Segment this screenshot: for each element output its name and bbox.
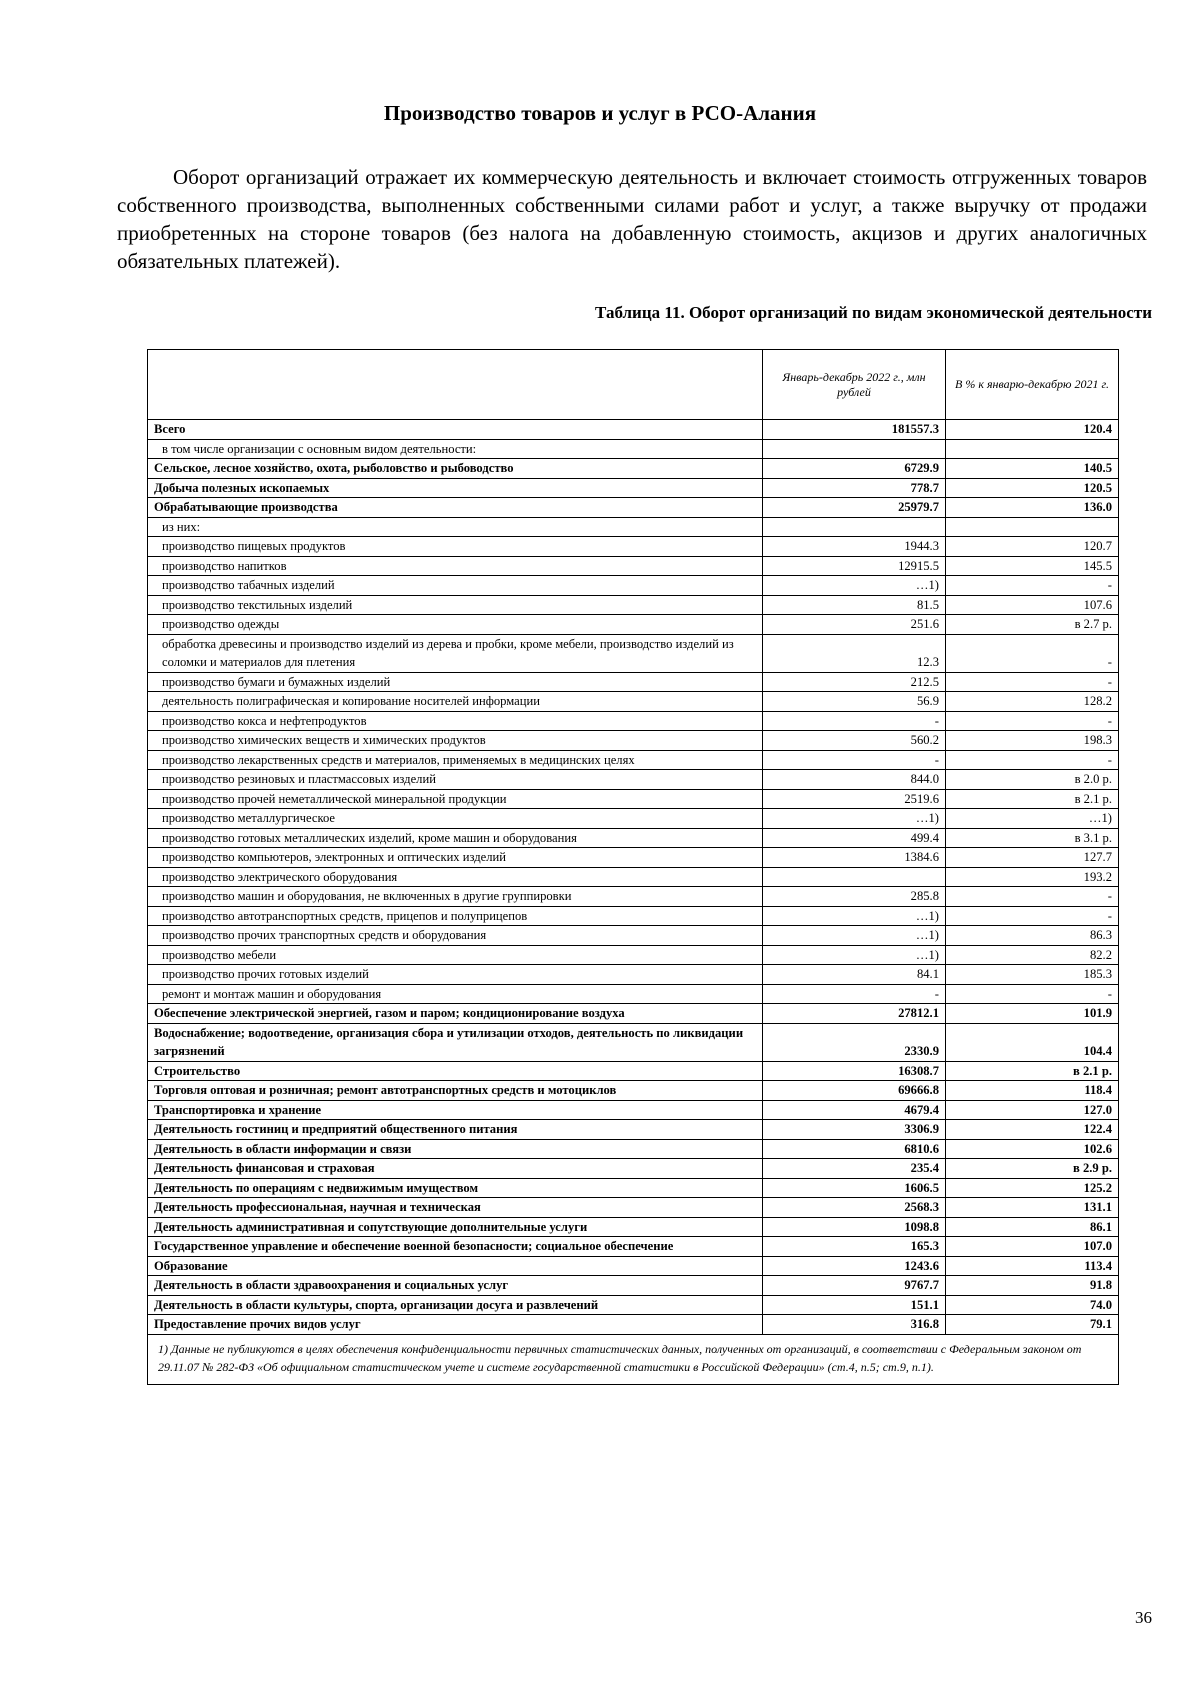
- row-value-2022: 165.3: [763, 1237, 946, 1257]
- table-row: [148, 478, 1119, 498]
- row-value-2022: 316.8: [763, 1315, 946, 1335]
- table-row: [148, 615, 1119, 635]
- row-value-percent: 131.1: [946, 1198, 1119, 1218]
- row-value-2022: 235.4: [763, 1159, 946, 1179]
- row-label: Предоставление прочих видов услуг: [148, 1315, 763, 1335]
- row-value-percent: 122.4: [946, 1120, 1119, 1140]
- table-header-row: [148, 350, 1119, 420]
- table-row: [148, 867, 1119, 887]
- table-row: [148, 498, 1119, 518]
- row-value-percent: 193.2: [946, 867, 1119, 887]
- table-row: [148, 1081, 1119, 1101]
- row-value-percent: 120.5: [946, 478, 1119, 498]
- row-label: производство электрического оборудования: [148, 867, 763, 887]
- row-label: Деятельность профессиональная, научная и техническая: [148, 1198, 763, 1218]
- table-row: [148, 984, 1119, 1004]
- row-label: Государственное управление и обеспечение военной безопасности; социальное обеспечение: [148, 1237, 763, 1257]
- row-value-percent: 136.0: [946, 498, 1119, 518]
- row-value-2022: -: [763, 750, 946, 770]
- row-label: из них:: [148, 517, 763, 537]
- row-value-percent: -: [946, 887, 1119, 907]
- row-value-percent: 120.4: [946, 420, 1119, 440]
- row-value-2022: 1384.6: [763, 848, 946, 868]
- table-row: [148, 1315, 1119, 1335]
- table-row: [148, 887, 1119, 907]
- row-value-2022: 251.6: [763, 615, 946, 635]
- row-value-2022: 1944.3: [763, 537, 946, 557]
- table-row: [148, 770, 1119, 790]
- row-value-2022: 181557.3: [763, 420, 946, 440]
- page-title: Производство товаров и услуг в РСО-Алания: [383, 101, 817, 125]
- table-row: [148, 537, 1119, 557]
- row-label: производство резиновых и пластмассовых изделий: [148, 770, 763, 790]
- row-value-percent: -: [946, 984, 1119, 1004]
- row-value-2022: 844.0: [763, 770, 946, 790]
- row-value-percent: 125.2: [946, 1178, 1119, 1198]
- row-value-percent: -: [946, 750, 1119, 770]
- row-label: производство металлургическое: [148, 809, 763, 829]
- row-value-percent: 86.3: [946, 926, 1119, 946]
- row-value-2022: …1): [763, 906, 946, 926]
- row-label: производство компьютеров, электронных и оптических изделий: [148, 848, 763, 868]
- row-label: производство прочих готовых изделий: [148, 965, 763, 985]
- header-col-2: В % к январю-декабрю 2021 г.: [946, 350, 1119, 420]
- row-value-2022: 16308.7: [763, 1061, 946, 1081]
- row-value-2022: …1): [763, 809, 946, 829]
- row-value-percent: 128.2: [946, 692, 1119, 712]
- row-value-2022: [763, 439, 946, 459]
- table-row: [148, 926, 1119, 946]
- row-label: Деятельность финансовая и страховая: [148, 1159, 763, 1179]
- row-value-percent: 86.1: [946, 1217, 1119, 1237]
- row-label: ремонт и монтаж машин и оборудования: [148, 984, 763, 1004]
- table-row: [148, 672, 1119, 692]
- row-value-2022: 56.9: [763, 692, 946, 712]
- row-value-2022: 84.1: [763, 965, 946, 985]
- row-value-2022: 1098.8: [763, 1217, 946, 1237]
- table-row: [148, 1276, 1119, 1296]
- table-row: [148, 576, 1119, 596]
- header-col-1: Январь-декабрь 2022 г., млн рублей: [763, 350, 946, 420]
- row-label: обработка древесины и производство изделий из дерева и пробки, кроме мебели, производство изделий из соломки и материалов для плетения: [148, 634, 763, 672]
- table-row: [148, 595, 1119, 615]
- row-value-2022: 778.7: [763, 478, 946, 498]
- row-label: производство мебели: [148, 945, 763, 965]
- row-value-percent: -: [946, 576, 1119, 596]
- row-value-2022: 2330.9: [763, 1023, 946, 1061]
- row-value-percent: 198.3: [946, 731, 1119, 751]
- row-label: Сельское, лесное хозяйство, охота, рыболовство и рыбоводство: [148, 459, 763, 479]
- row-label: производство кокса и нефтепродуктов: [148, 711, 763, 731]
- row-label: Деятельность в области информации и связи: [148, 1139, 763, 1159]
- table-row: [148, 556, 1119, 576]
- table-row: [148, 420, 1119, 440]
- row-value-2022: 212.5: [763, 672, 946, 692]
- row-value-2022: 1606.5: [763, 1178, 946, 1198]
- row-value-2022: 560.2: [763, 731, 946, 751]
- row-value-2022: 2568.3: [763, 1198, 946, 1218]
- turnover-table: [147, 349, 1119, 1385]
- row-value-percent: [946, 439, 1119, 459]
- row-value-2022: 1243.6: [763, 1256, 946, 1276]
- row-label: производство табачных изделий: [148, 576, 763, 596]
- row-value-percent: 82.2: [946, 945, 1119, 965]
- row-value-2022: 25979.7: [763, 498, 946, 518]
- row-label: Обеспечение электрической энергией, газом и паром; кондиционирование воздуха: [148, 1004, 763, 1024]
- footnote-row: [148, 1334, 1119, 1384]
- row-value-percent: 127.7: [946, 848, 1119, 868]
- row-label: производство прочей неметаллической минеральной продукции: [148, 789, 763, 809]
- row-label: Всего: [148, 420, 763, 440]
- row-value-percent: …1): [946, 809, 1119, 829]
- table-row: [148, 828, 1119, 848]
- row-label: Деятельность гостиниц и предприятий общественного питания: [148, 1120, 763, 1140]
- row-label: Деятельность в области культуры, спорта, организации досуга и развлечений: [148, 1295, 763, 1315]
- row-value-percent: в 2.1 р.: [946, 789, 1119, 809]
- table-row: [148, 1159, 1119, 1179]
- row-value-percent: 74.0: [946, 1295, 1119, 1315]
- table-row: [148, 692, 1119, 712]
- table-row: [148, 1295, 1119, 1315]
- table-row: [148, 848, 1119, 868]
- row-value-2022: …1): [763, 926, 946, 946]
- table-row: [148, 1178, 1119, 1198]
- row-label: Строительство: [148, 1061, 763, 1081]
- row-value-percent: 104.4: [946, 1023, 1119, 1061]
- row-value-percent: 118.4: [946, 1081, 1119, 1101]
- intro-paragraph: Оборот организаций отражает их коммерческую деятельность и включает стоимость отгруженных товаров собственного производства, выполненных собственными силами работ и услуг, а также выручку от продажи приобретенных на стороне товаров (без налога на добавленную стоимость, акцизов и других аналогичных обязательных платежей).: [117, 165, 1147, 273]
- table-row: [148, 731, 1119, 751]
- row-value-2022: -: [763, 711, 946, 731]
- row-value-percent: -: [946, 906, 1119, 926]
- table-row: [148, 809, 1119, 829]
- row-value-2022: 6729.9: [763, 459, 946, 479]
- row-label: производство напитков: [148, 556, 763, 576]
- row-value-2022: …1): [763, 576, 946, 596]
- row-value-2022: 81.5: [763, 595, 946, 615]
- row-value-percent: -: [946, 672, 1119, 692]
- row-value-percent: в 2.7 р.: [946, 615, 1119, 635]
- row-label: Торговля оптовая и розничная; ремонт автотранспортных средств и мотоциклов: [148, 1081, 763, 1101]
- row-value-2022: 12915.5: [763, 556, 946, 576]
- header-blank: [148, 350, 763, 420]
- row-label: производство машин и оборудования, не включенных в другие группировки: [148, 887, 763, 907]
- row-value-2022: 9767.7: [763, 1276, 946, 1296]
- row-label: в том числе организации с основным видом деятельности:: [148, 439, 763, 459]
- row-value-2022: -: [763, 984, 946, 1004]
- table-row: [148, 945, 1119, 965]
- row-label: Добыча полезных ископаемых: [148, 478, 763, 498]
- row-value-percent: в 3.1 р.: [946, 828, 1119, 848]
- row-value-percent: в 2.0 р.: [946, 770, 1119, 790]
- table-row: [148, 1237, 1119, 1257]
- row-label: производство автотранспортных средств, прицепов и полуприцепов: [148, 906, 763, 926]
- row-value-2022: 3306.9: [763, 1120, 946, 1140]
- row-label: Водоснабжение; водоотведение, организация сбора и утилизации отходов, деятельность по ликвидации загрязнений: [148, 1023, 763, 1061]
- row-value-percent: в 2.9 р.: [946, 1159, 1119, 1179]
- row-value-2022: 151.1: [763, 1295, 946, 1315]
- table-row: [148, 634, 1119, 672]
- table-footnote: 1) Данные не публикуются в целях обеспечения конфиденциальности первичных статистических данных, полученных от организаций, в соответствии с Федеральным законом от 29.11.07 № 282-ФЗ «Об официальном статистическом учете и системе государственной статистики в Российской Федерации» (ст.4, п.5; ст.9, п.1).: [148, 1334, 1119, 1384]
- row-label: деятельность полиграфическая и копирование носителей информации: [148, 692, 763, 712]
- table-row: [148, 439, 1119, 459]
- table-row: [148, 1100, 1119, 1120]
- row-value-percent: 127.0: [946, 1100, 1119, 1120]
- row-value-percent: в 2.1 р.: [946, 1061, 1119, 1081]
- table-row: [148, 517, 1119, 537]
- row-value-2022: …1): [763, 945, 946, 965]
- row-value-percent: -: [946, 711, 1119, 731]
- table-caption: Таблица 11. Оборот организаций по видам экономической деятельности: [595, 303, 1152, 322]
- row-value-percent: -: [946, 634, 1119, 672]
- row-label: производство одежды: [148, 615, 763, 635]
- row-value-percent: 120.7: [946, 537, 1119, 557]
- page-number: 36: [1135, 1608, 1152, 1627]
- row-label: производство химических веществ и химических продуктов: [148, 731, 763, 751]
- row-label: производство готовых металлических изделий, кроме машин и оборудования: [148, 828, 763, 848]
- row-value-2022: 4679.4: [763, 1100, 946, 1120]
- table-row: [148, 750, 1119, 770]
- row-value-percent: [946, 517, 1119, 537]
- table-row: [148, 1023, 1119, 1061]
- table-row: [148, 1256, 1119, 1276]
- row-value-percent: 113.4: [946, 1256, 1119, 1276]
- row-label: производство текстильных изделий: [148, 595, 763, 615]
- table-row: [148, 459, 1119, 479]
- row-label: Деятельность в области здравоохранения и социальных услуг: [148, 1276, 763, 1296]
- table-row: [148, 965, 1119, 985]
- row-value-percent: 140.5: [946, 459, 1119, 479]
- row-value-2022: [763, 867, 946, 887]
- row-value-percent: 107.0: [946, 1237, 1119, 1257]
- table-row: [148, 789, 1119, 809]
- row-value-percent: 101.9: [946, 1004, 1119, 1024]
- table-row: [148, 1198, 1119, 1218]
- table-row: [148, 1120, 1119, 1140]
- row-label: Образование: [148, 1256, 763, 1276]
- table-row: [148, 1061, 1119, 1081]
- row-value-percent: 79.1: [946, 1315, 1119, 1335]
- row-value-2022: 6810.6: [763, 1139, 946, 1159]
- table-row: [148, 1139, 1119, 1159]
- row-label: производство бумаги и бумажных изделий: [148, 672, 763, 692]
- row-value-2022: 2519.6: [763, 789, 946, 809]
- row-value-percent: 102.6: [946, 1139, 1119, 1159]
- row-value-2022: 27812.1: [763, 1004, 946, 1024]
- row-value-percent: 107.6: [946, 595, 1119, 615]
- row-label: производство прочих транспортных средств и оборудования: [148, 926, 763, 946]
- row-label: производство лекарственных средств и материалов, применяемых в медицинских целях: [148, 750, 763, 770]
- row-label: Деятельность по операциям с недвижимым имуществом: [148, 1178, 763, 1198]
- table-row: [148, 1217, 1119, 1237]
- row-value-percent: 185.3: [946, 965, 1119, 985]
- row-value-percent: 91.8: [946, 1276, 1119, 1296]
- row-value-2022: 285.8: [763, 887, 946, 907]
- table-row: [148, 711, 1119, 731]
- row-value-percent: 145.5: [946, 556, 1119, 576]
- table-row: [148, 906, 1119, 926]
- row-value-2022: 69666.8: [763, 1081, 946, 1101]
- row-value-2022: 12.3: [763, 634, 946, 672]
- row-value-2022: 499.4: [763, 828, 946, 848]
- row-label: Деятельность административная и сопутствующие дополнительные услуги: [148, 1217, 763, 1237]
- table-body: [148, 420, 1119, 1335]
- row-value-2022: [763, 517, 946, 537]
- row-label: производство пищевых продуктов: [148, 537, 763, 557]
- row-label: Транспортировка и хранение: [148, 1100, 763, 1120]
- row-label: Обрабатывающие производства: [148, 498, 763, 518]
- table-row: [148, 1004, 1119, 1024]
